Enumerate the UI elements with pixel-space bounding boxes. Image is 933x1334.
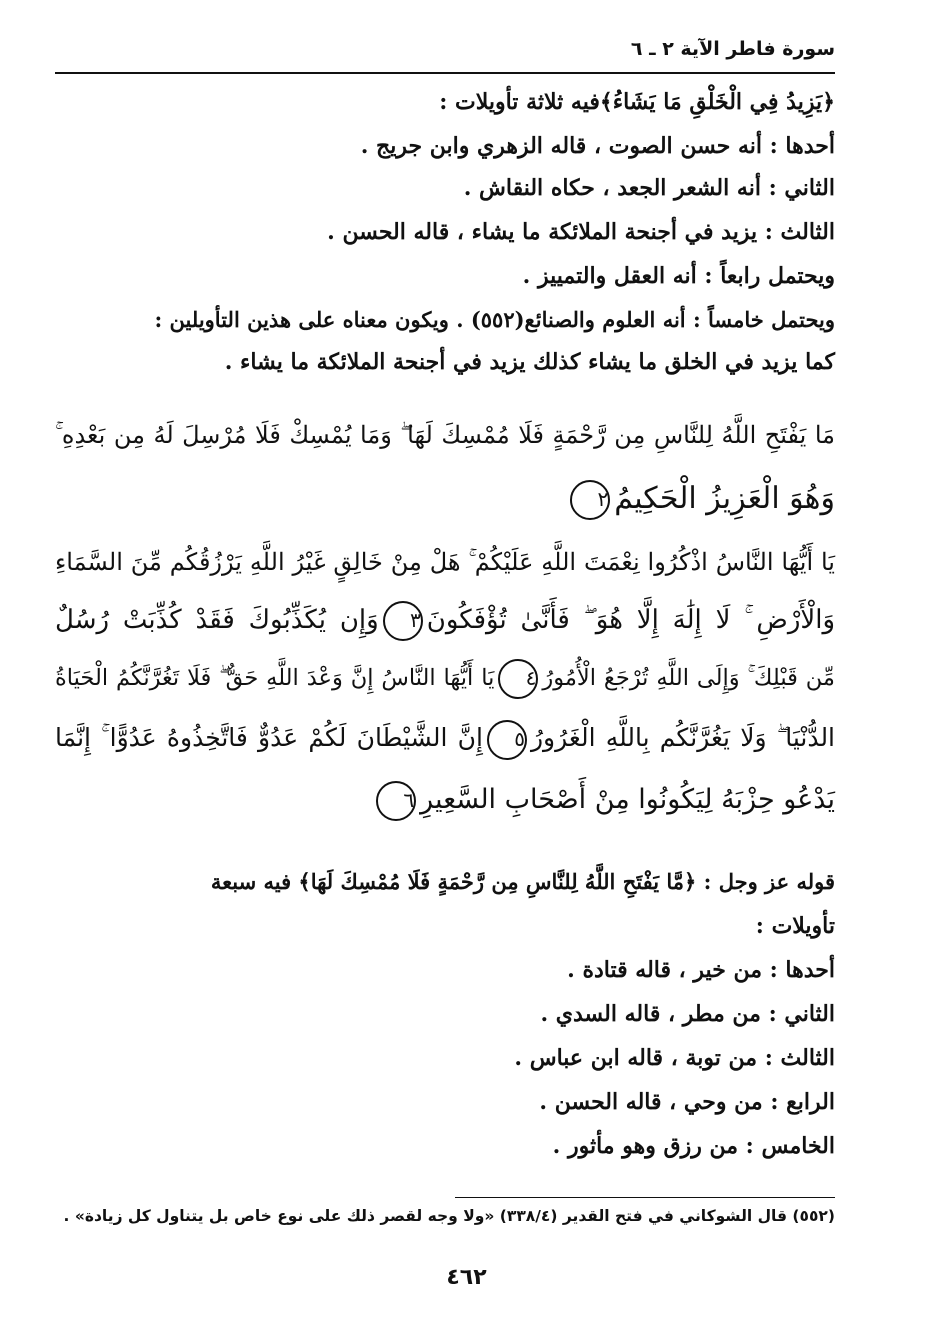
quran-verses-3-6: [55, 540, 835, 840]
ayah-number-marker: ٦: [376, 781, 416, 821]
commentary-block-1: [55, 88, 835, 388]
verse-line: [55, 477, 835, 521]
verse-line: [55, 598, 835, 642]
quran-verse-2: [55, 405, 835, 525]
commentary-line: أحدها : أنه حسن الصوت ، قاله الزهري وابن جريج .: [360, 133, 835, 159]
verse-line: [55, 656, 835, 700]
commentary-line: الثاني : أنه الشعر الجعد ، حكاه النقاش .: [463, 175, 835, 201]
commentary-line: ﴿يَزِيدُ فِي الْخَلْقِ مَا يَشَاءُ﴾فيه ثلاثة تأويلات :: [439, 89, 835, 115]
header-rule: [55, 72, 835, 74]
verse-text: إِنَّ الشَّيْطَانَ لَكُمْ عَدُوٌّ فَاتَّخِذُوهُ عَدُوًّا ۚ إِنَّمَا: [55, 723, 483, 752]
verse-text: وَإِن يُكَذِّبُوكَ فَقَدْ كُذِّبَتْ رُسُلٌ: [55, 605, 379, 635]
verse-line: يَا أَيُّهَا النَّاسُ اذْكُرُوا نِعْمَتَ اللَّهِ عَلَيْكُمْ ۚ هَلْ مِنْ خَالِقٍ غَيْرُ اللَّهِ يَرْزُقُكُم مِّنَ السَّمَاءِ: [55, 548, 835, 576]
footnote: (٥٥٢) قال الشوكاني في فتح القدير (٣٣٨/٤) «ولا وجه لقصر ذلك على نوع خاص بل يتناول كل زيادة» .: [63, 1207, 835, 1225]
running-title: سورة فاطر الآية ٢ ـ ٦: [630, 38, 835, 60]
commentary-line: ويحتمل خامساً : أنه العلوم والصنائع(٥٥٢) . ويكون معناه على هذين التأويلين :: [154, 307, 835, 332]
ayah-number-marker: ٣: [383, 601, 423, 641]
commentary-line: ويحتمل رابعاً : أنه العقل والتمييز .: [522, 263, 835, 289]
ayah-number-marker: ٢: [570, 480, 610, 520]
verse-line: [55, 778, 835, 822]
verse-line: مَا يَفْتَحِ اللَّهُ لِلنَّاسِ مِن رَّحْمَةٍ فَلَا مُمْسِكَ لَهَا ۖ وَمَا يُمْسِكْ فَلَا مُرْسِلَ لَهُ مِن بَعْدِهِ ۚ: [55, 421, 835, 449]
commentary-line: الرابع : من وحي ، قاله الحسن .: [539, 1089, 835, 1115]
commentary-line: الثاني : من مطر ، قاله السدي .: [540, 1001, 835, 1027]
commentary-line: الثالث : يزيد في أجنحة الملائكة ما يشاء ، قاله الحسن .: [327, 219, 835, 245]
commentary-block-2: [55, 868, 835, 1168]
verse-text: الدُّنْيَا ۖ وَلَا يَغُرَّنَّكُم بِاللَّهِ الْغَرُورُ: [530, 723, 836, 752]
commentary-line: قوله عز وجل : ﴿مَّا يَفْتَحِ اللَّهُ لِلنَّاسِ مِن رَّحْمَةٍ فَلَا مُمْسِكَ لَهَا﴾ فيه سبعة: [210, 869, 835, 894]
verse-text: مِّن قَبْلِكَ ۚ وَإِلَى اللَّهِ تُرْجَعُ الْأُمُورُ: [542, 665, 835, 691]
commentary-line: كما يزيد في الخلق ما يشاء كذلك يزيد في أجنحة الملائكة ما يشاء .: [224, 349, 835, 375]
ayah-number-marker: ٥: [487, 720, 527, 760]
ayah-number-marker: ٤: [498, 659, 538, 699]
verse-line: [55, 716, 835, 760]
verse-text: وَالْأَرْضِ ۚ لَا إِلَٰهَ إِلَّا هُوَ ۖ فَأَنَّىٰ تُؤْفَكُونَ: [426, 605, 836, 635]
verse-text: يَدْعُو حِزْبَهُ لِيَكُونُوا مِنْ أَصْحَابِ السَّعِيرِ: [420, 784, 835, 815]
commentary-line: أحدها : من خير ، قاله قتادة .: [567, 957, 835, 983]
verse-text: يَا أَيُّهَا النَّاسُ إِنَّ وَعْدَ اللَّهِ حَقٌّ ۖ فَلَا تَغُرَّنَّكُمُ الْحَيَاةُ: [55, 665, 495, 691]
commentary-line: الخامس : من رزق وهو مأثور .: [552, 1133, 835, 1159]
commentary-line: الثالث : من توبة ، قاله ابن عباس .: [514, 1045, 835, 1071]
commentary-line: تأويلات :: [755, 913, 835, 939]
footnote-rule: [455, 1197, 835, 1198]
page-number: ٤٦٢: [446, 1265, 487, 1290]
verse-text: وَهُوَ الْعَزِيزُ الْحَكِيمُ: [614, 481, 835, 516]
